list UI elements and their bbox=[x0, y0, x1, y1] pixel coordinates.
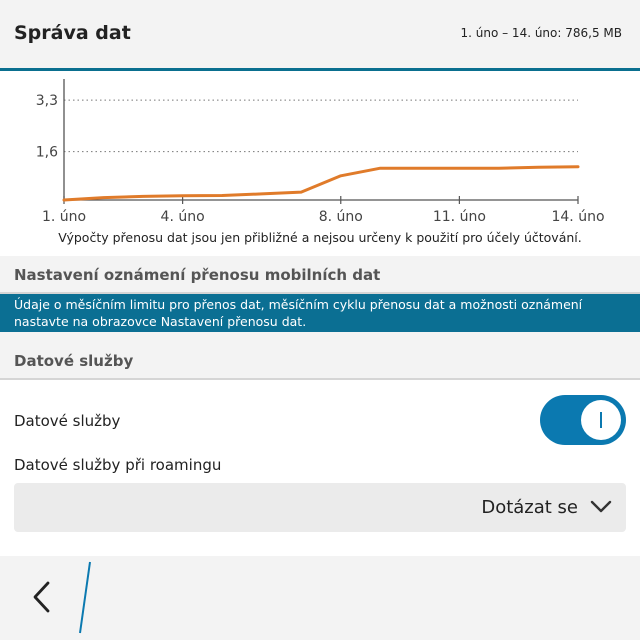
usage-summary: 1. úno – 14. úno: 786,5 MB bbox=[460, 26, 622, 40]
divider-slash-icon bbox=[74, 560, 94, 636]
header-bar bbox=[0, 0, 640, 68]
y-tick-label: 1,6 bbox=[35, 144, 58, 161]
y-tick-label: 3,3 bbox=[35, 93, 58, 110]
data-services-label: Datové služby bbox=[14, 412, 121, 430]
disclaimer-text: Výpočty přenosu dat jsou jen přibližné a nejsou určeny k použití pro účely účtování. bbox=[58, 230, 582, 245]
roaming-label: Datové služby při roamingu bbox=[14, 456, 222, 474]
section-title: Nastavení oznámení přenosu mobilních dat bbox=[14, 266, 381, 284]
x-tick-label: 1. úno bbox=[41, 209, 87, 225]
usage-chart bbox=[0, 71, 640, 231]
chevron-left-icon[interactable] bbox=[28, 580, 58, 614]
info-text-line: Údaje o měsíčním limitu pro přenos dat, měsíčním cyklu přenosu dat a možnosti oznámení bbox=[14, 297, 583, 312]
data-services-section-header bbox=[0, 332, 640, 380]
dropdown-value: Dotázat se bbox=[481, 497, 578, 518]
data-services-toggle[interactable] bbox=[540, 395, 626, 445]
notifications-section-header bbox=[0, 256, 640, 294]
roaming-dropdown[interactable] bbox=[14, 483, 626, 532]
x-tick-label: 4. úno bbox=[160, 209, 205, 225]
toggle-on-icon bbox=[600, 412, 602, 428]
chevron-down-icon bbox=[590, 497, 612, 517]
x-tick-label: 11. úno bbox=[432, 209, 486, 225]
info-text-line: nastavte na obrazovce Nastavení přenosu dat. bbox=[14, 314, 307, 329]
bottom-action-bar bbox=[0, 556, 640, 640]
page-title: Správa dat bbox=[14, 22, 131, 44]
x-tick-label: 14. úno bbox=[551, 209, 605, 225]
x-tick-label: 8. úno bbox=[318, 209, 363, 225]
toggle-knob bbox=[581, 400, 621, 440]
data-plan-info-link[interactable] bbox=[0, 294, 640, 332]
series-line bbox=[64, 167, 578, 200]
section-title: Datové služby bbox=[14, 352, 134, 370]
